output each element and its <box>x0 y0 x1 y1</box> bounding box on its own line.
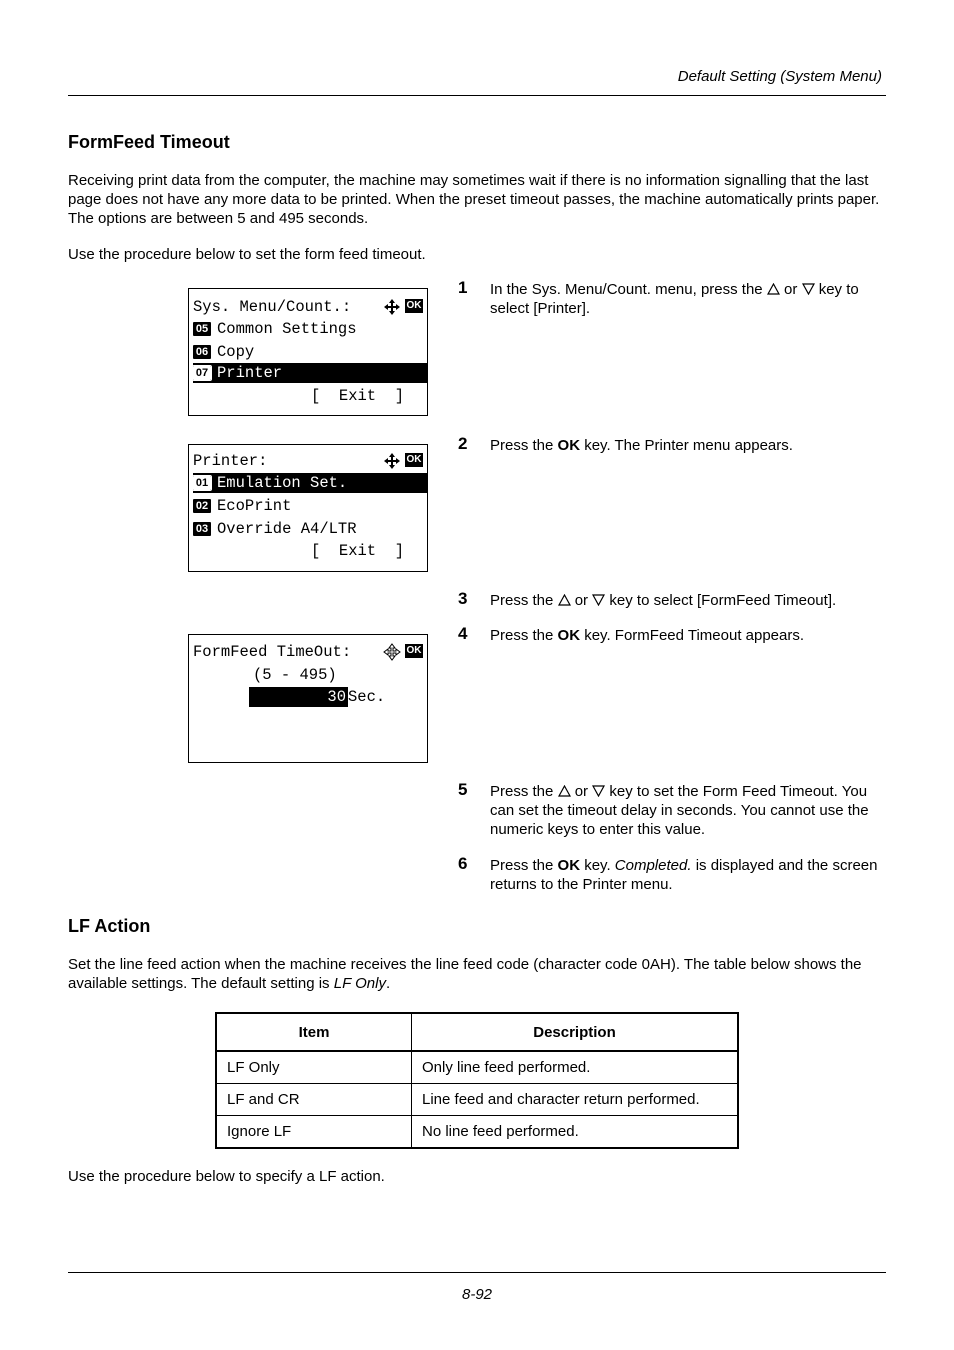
step-text <box>490 626 886 645</box>
item-number-icon: 06 <box>193 345 211 359</box>
up-arrow-key-icon <box>767 283 780 295</box>
timeout-value: 30 <box>249 687 348 707</box>
down-arrow-key-icon <box>592 785 605 797</box>
table-cell-description: Line feed and character return performed. <box>412 1084 739 1116</box>
ok-key-label: OK <box>557 627 581 644</box>
description-text: . <box>385 975 391 992</box>
lcd-item <box>193 319 357 339</box>
step-text <box>490 782 886 839</box>
table-cell-item: LF Only <box>216 1051 412 1084</box>
timeout-unit: Sec. <box>348 688 386 706</box>
running-header: Default Setting (System Menu) <box>677 68 882 85</box>
lcd-item <box>193 496 291 516</box>
step-text-part: or <box>784 281 798 298</box>
lcd-range: (5 - 495) <box>253 666 337 684</box>
step-number: 1 <box>458 278 468 297</box>
lcd-item-label: Printer <box>217 364 283 382</box>
step-text-part: Press the <box>490 592 554 609</box>
step-text-part: Press the <box>490 437 554 454</box>
lcd-exit-softkey: [ Exit ] <box>311 542 405 560</box>
up-arrow-key-icon <box>558 594 571 606</box>
four-way-arrow-icon <box>383 643 401 666</box>
item-number-icon: 02 <box>193 499 211 513</box>
table-cell-item: Ignore LF <box>216 1116 412 1149</box>
lcd-title: Printer: <box>193 452 268 470</box>
lcd-screen-sys-menu <box>188 288 428 416</box>
step-text-part: Press the <box>490 783 554 800</box>
item-number-icon: 07 <box>193 366 211 380</box>
step-text-part: key. <box>584 857 611 874</box>
section-heading-lf-action: LF Action <box>68 916 151 936</box>
step-text-part: key. FormFeed Timeout appears. <box>584 627 805 644</box>
completed-message: Completed. <box>614 857 692 874</box>
table-cell-item: LF and CR <box>216 1084 412 1116</box>
item-number-icon: 05 <box>193 322 211 336</box>
step-text-part: Press the <box>490 627 554 644</box>
lcd-screen-printer-menu <box>188 444 428 572</box>
lcd-item-label: EcoPrint <box>217 497 292 515</box>
step-text-part: In the Sys. Menu/Count. menu, press the <box>490 281 763 298</box>
table-header-row <box>216 1013 738 1051</box>
step-number: 4 <box>458 624 468 643</box>
lcd-item <box>193 342 254 362</box>
step-text-part: key to set the Form Feed Timeout. You can set the timeout delay in seconds. You cannot use the numeric keys to enter this value. <box>490 783 869 838</box>
step-number: 2 <box>458 434 468 453</box>
step-number: 5 <box>458 780 468 799</box>
step-text-part: key. The Printer menu appears. <box>584 437 793 454</box>
step-text-part: Press the <box>490 857 554 874</box>
table-row <box>216 1116 738 1149</box>
down-arrow-key-icon <box>802 283 815 295</box>
lcd-title: FormFeed TimeOut: <box>193 643 352 661</box>
lf-action-procedure-intro: Use the procedure below to specify a LF action. <box>68 1168 385 1185</box>
step-text-part: key to select [FormFeed Timeout]. <box>609 592 837 609</box>
ok-icon: OK <box>406 454 422 465</box>
lcd-item-label: Copy <box>217 343 255 361</box>
lcd-item-label: Emulation Set. <box>217 474 348 492</box>
down-arrow-key-icon <box>592 594 605 606</box>
header-rule <box>68 95 886 96</box>
step-text-part: or <box>574 592 589 609</box>
column-header-description: Description <box>412 1013 739 1051</box>
step-number: 3 <box>458 589 468 608</box>
step-text <box>490 856 886 894</box>
lcd-screen-formfeed-timeout <box>188 634 428 763</box>
ok-key-label: OK <box>557 857 581 874</box>
lcd-item-label: Common Settings <box>217 320 357 338</box>
description-text: Set the line feed action when the machine receives the line feed code (character code 0AH). The table below shows the available settings. The default setting is <box>68 956 862 992</box>
lf-action-table <box>215 1012 739 1149</box>
step-text <box>490 280 886 318</box>
column-header-item: Item <box>216 1013 412 1051</box>
section-heading-formfeed-timeout: FormFeed Timeout <box>68 132 230 152</box>
table-row <box>216 1051 738 1084</box>
lf-action-description <box>68 955 886 993</box>
lcd-item-selected <box>193 363 427 383</box>
ok-icon: OK <box>406 645 422 656</box>
item-number-icon: 03 <box>193 522 211 536</box>
default-setting: LF Only <box>333 975 386 992</box>
step-text-part: key to select [Printer]. <box>490 281 859 317</box>
step-number: 6 <box>458 854 468 873</box>
lcd-value-row <box>249 687 385 707</box>
formfeed-procedure-intro: Use the procedure below to set the form feed timeout. <box>68 246 426 263</box>
item-number-icon: 01 <box>193 476 211 490</box>
step-text <box>490 591 886 610</box>
lcd-exit-softkey: [ Exit ] <box>311 387 405 405</box>
up-arrow-key-icon <box>558 785 571 797</box>
step-text-part: is displayed and the screen returns to the Printer menu. <box>490 857 878 893</box>
formfeed-description: Receiving print data from the computer, the machine may sometimes wait if there is no information signalling that the last page does not have any more data to be printed. When the preset timeout passes, the machine automatically prints paper. The options are between 5 and 495 seconds. <box>68 172 880 227</box>
step-text <box>490 436 886 455</box>
lcd-title: Sys. Menu/Count.: <box>193 298 352 316</box>
table-cell-description: Only line feed performed. <box>412 1051 739 1084</box>
page-number: 8-92 <box>461 1286 493 1303</box>
four-way-arrow-icon <box>383 298 401 321</box>
four-way-arrow-icon <box>383 452 401 475</box>
lcd-item <box>193 519 357 539</box>
lcd-item-label: Override A4/LTR <box>217 520 357 538</box>
ok-icon: OK <box>406 300 422 311</box>
table-row <box>216 1084 738 1116</box>
step-text-part: or <box>574 783 589 800</box>
ok-key-label: OK <box>557 437 581 454</box>
footer-rule <box>68 1272 886 1273</box>
table-cell-description: No line feed performed. <box>412 1116 739 1149</box>
lcd-item-selected <box>193 473 427 493</box>
